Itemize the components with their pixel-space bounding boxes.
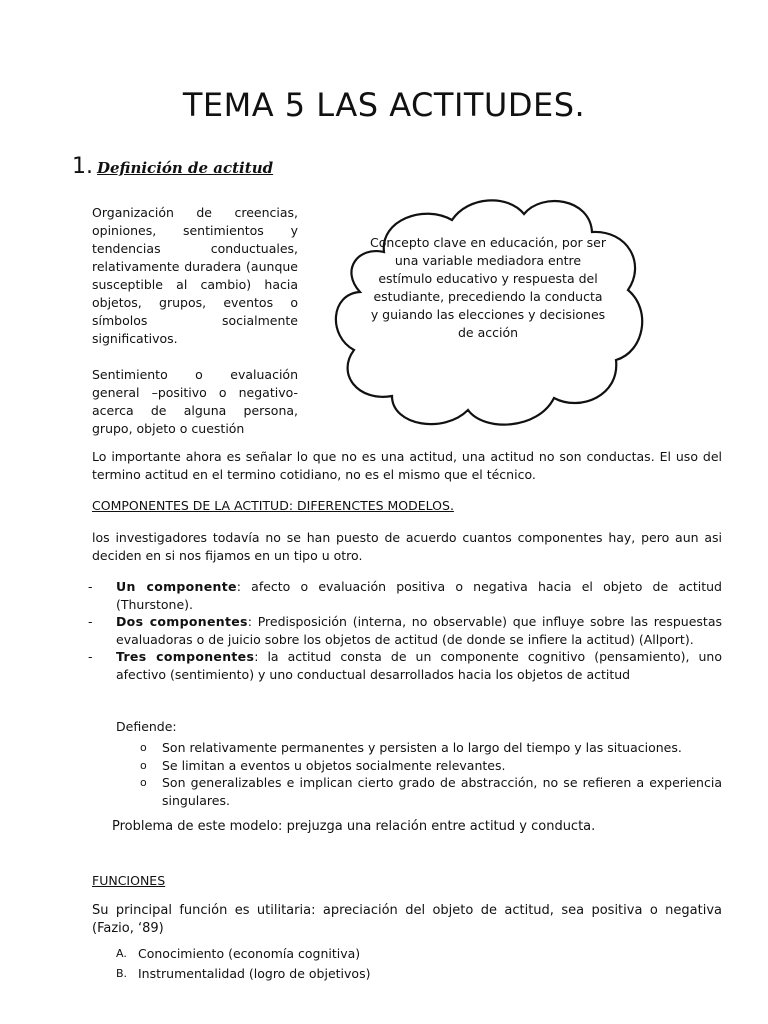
list-marker: A. [116,947,127,960]
component-label: Un componente [116,579,237,594]
cloud-callout [328,190,648,435]
functions-intro [92,902,722,938]
list-text: Instrumentalidad (logro de objetivos) [138,966,371,981]
page-title: TEMA 5 LAS ACTITUDES. [182,86,586,124]
definition-1: Organización de creencias, opiniones, sentimientos y tendencias conductuales, relativamente duradera (aunque susceptible al cambio) hacia objetos, grupos, eventos o símbolos socialmente significativos. [92,205,298,346]
list-text: Conocimiento (economía cognitiva) [138,946,361,961]
components-intro [92,529,722,565]
list-marker: B. [116,967,128,980]
defiende-label: Defiende: [116,719,177,734]
definition-2: Sentimiento o evaluación general –positivo o negativo- acerca de alguna persona, grupo, objeto o cuestión [92,367,298,436]
component-text: : la actitud consta de un componente cognitivo (pensamiento), uno afectivo (sentimiento) y uno conductual desarrollados hacia los objetos de actitud [116,649,722,682]
component-label: Dos componentes [116,614,248,629]
functions-intro-text: Su principal función es utilitaria: apreciación del objeto de actitud, sea positiva o negativa (Fazio, ‘89) [92,903,722,936]
list-item [88,648,722,683]
list-item [116,944,716,964]
section-title: Definición de actitud [97,159,274,177]
components-list [88,578,722,683]
list-item: o Son generalizables e implican cierto grado de abstracción, no se refieren a experiencia singulares. [140,774,722,809]
list-item: o Se limitan a eventos u objetos socialmente relevantes. [140,757,722,775]
components-intro-text: los investigadores todavía no se han puesto de acuerdo cuantos componentes hay, pero aun asi deciden en si nos fijamos en un tipo u otro. [92,530,722,563]
section-heading [72,154,273,179]
important-note [92,448,722,484]
component-text: : afecto o evaluación positiva o negativa hacia el objeto de actitud (Thurstone). [116,579,722,612]
defiende-list [140,739,722,809]
cloud-text: Concepto clave en educación, por ser una variable mediadora entre estímulo educativo y respuesta del estudiante, precediendo la conducta y guiando las elecciones y decisiones de acción [370,235,606,340]
list-item: o Son relativamente permanentes y persisten a lo largo del tiempo y las situaciones. [140,739,722,757]
problem-statement: Problema de este modelo: prejuzga una relación entre actitud y conducta. [112,819,596,834]
important-text: Lo importante ahora es señalar lo que no es una actitud, una actitud no son conductas. El uso del termino actitud en el termino cotidiano, no es el mismo que el técnico. [92,449,722,482]
list-item [88,613,722,648]
list-item [116,964,716,984]
definition-block [92,204,298,438]
components-heading: COMPONENTES DE LA ACTITUD: DIFERENCTES MODELOS. [92,498,454,513]
component-label: Tres componentes [116,649,255,664]
list-item [88,578,722,613]
functions-list [116,944,716,984]
section-number: 1. [72,154,93,179]
functions-heading: FUNCIONES [92,873,166,888]
component-text: : Predisposición (interna, no observable) que influye sobre las respuestas evaluadoras o de juicio sobre los objetos de actitud (de donde se infiere la actitud) (Allport). [116,614,723,647]
